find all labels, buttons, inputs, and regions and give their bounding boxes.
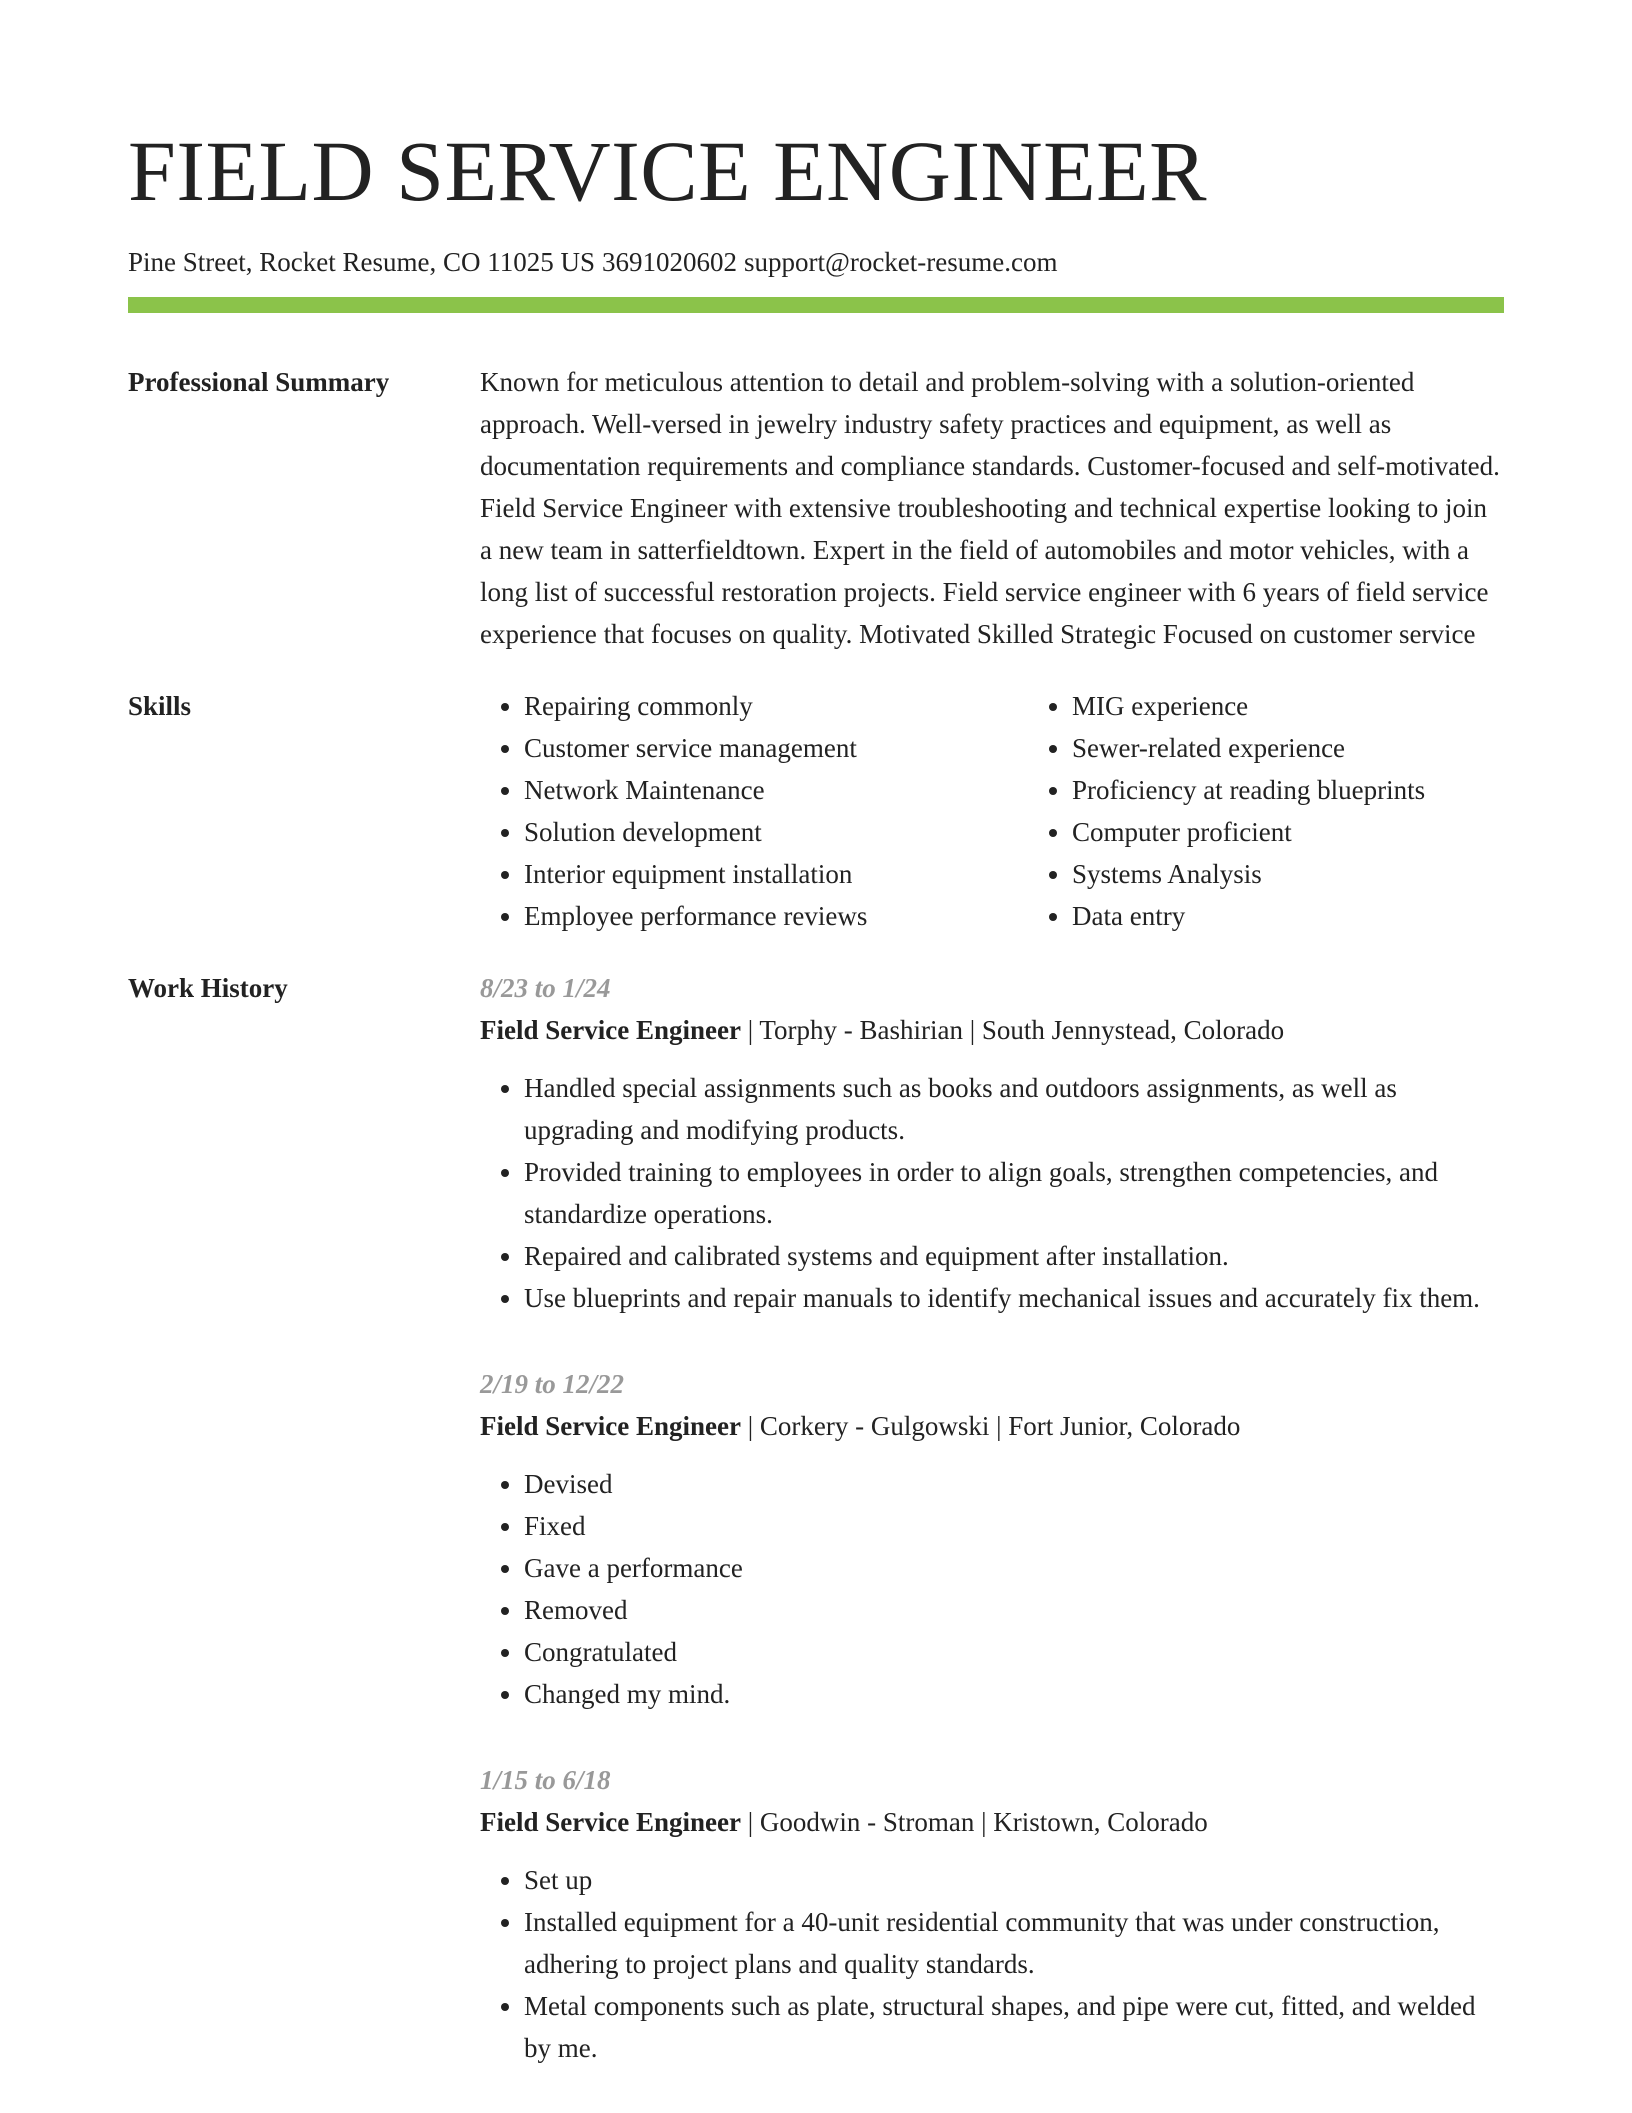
skill-item: • Network Maintenance: [524, 769, 1028, 811]
job-employer-location: | Goodwin - Stroman | Kristown, Colorado: [740, 1807, 1208, 1837]
job-bullet: • Installed equipment for a 40-unit residential community that was under construction, adhering to project plans and quality standards.: [524, 1901, 1504, 1985]
contact-line: [128, 244, 1504, 280]
job-bullet: • Set up: [524, 1859, 1504, 1901]
job-dates: 1/15 to 6/18: [480, 1765, 611, 1795]
job-dates: 8/23 to 1/24: [480, 973, 611, 1003]
job-heading: [480, 1009, 1504, 1051]
job-bullet: • Devised: [524, 1463, 1504, 1505]
job-title: Field Service Engineer: [480, 1015, 741, 1045]
section-heading-summary: Professional Summary: [128, 367, 390, 397]
job-bullet: • Provided training to employees in order to align goals, strengthen competencies, and standardize operations.: [524, 1151, 1504, 1235]
resume-page: [128, 0, 1504, 2113]
job-bullet: • Fixed: [524, 1505, 1504, 1547]
section-heading-skills: Skills: [128, 691, 192, 721]
job-bullet-list: [480, 1067, 1504, 1319]
job-title: Field Service Engineer: [480, 1411, 741, 1441]
work-history-section: [128, 967, 1504, 2113]
job-bullet-list: [480, 1859, 1504, 2069]
summary-section: [128, 361, 1504, 655]
job-bullet-list: [480, 1463, 1504, 1715]
accent-divider: [128, 297, 1504, 313]
skill-item: • Solution development: [524, 811, 1028, 853]
contact-address: Pine Street, Rocket Resume, CO 11025 US: [128, 247, 595, 277]
contact-email: support@rocket-resume.com: [743, 247, 1058, 277]
skills-section: [128, 685, 1504, 937]
section-heading-work-history: Work History: [128, 973, 288, 1003]
job-bullet: • Removed: [524, 1589, 1504, 1631]
job-bullet: • Repaired and calibrated systems and equipment after installation.: [524, 1235, 1504, 1277]
resume-title: FIELD SERVICE ENGINEER: [128, 123, 1208, 219]
skill-item: • Proficiency at reading blueprints: [1072, 769, 1576, 811]
skill-item: • Sewer-related experience: [1072, 727, 1576, 769]
job-employer-location: | Corkery - Gulgowski | Fort Junior, Colorado: [740, 1411, 1241, 1441]
job-employer-location: | Torphy - Bashirian | South Jennystead, Colorado: [740, 1015, 1285, 1045]
skills-columns: [480, 685, 1576, 937]
skill-item: • Interior equipment installation: [524, 853, 1028, 895]
summary-text: Known for meticulous attention to detail and problem-solving with a solution-oriented approach. Well-versed in jewelry industry safety practices and equipment, as well as documentation requirements and compliance standards. Customer-focused and self-motivated. Field Service Engineer with extensive troubleshooting and technical expertise looking to join a new team in satterfieldtown. Expert in the field of automobiles and motor vehicles, with a long list of successful restoration projects. Field service engineer with 6 years of field service experience that focuses on quality. Motivated Skilled Strategic Focused on customer service: [480, 367, 1500, 649]
summary-body: [480, 361, 1504, 655]
skill-item: • Systems Analysis: [1072, 853, 1576, 895]
skill-item: • MIG experience: [1072, 685, 1576, 727]
job-bullet: • Congratulated: [524, 1631, 1504, 1673]
job-heading: [480, 1405, 1504, 1447]
skill-item: • Computer proficient: [1072, 811, 1576, 853]
skills-list-right: [1028, 685, 1576, 937]
skill-item: • Data entry: [1072, 895, 1576, 937]
skills-list-left: [480, 685, 1028, 937]
job-title: Field Service Engineer: [480, 1807, 741, 1837]
skills-body: [480, 685, 1576, 937]
skill-item: • Employee performance reviews: [524, 895, 1028, 937]
contact-phone: 3691020602: [601, 247, 737, 277]
job-bullet: • Changed my mind.: [524, 1673, 1504, 1715]
skill-item: • Repairing commonly: [524, 685, 1028, 727]
job-bullet: • Handled special assignments such as books and outdoors assignments, as well as upgrading and modifying products.: [524, 1067, 1504, 1151]
job-entry: [480, 967, 1504, 1319]
job-entry: [480, 1759, 1504, 2069]
work-history-body: [480, 967, 1504, 2113]
job-dates: 2/19 to 12/22: [480, 1369, 625, 1399]
job-entry: [480, 1363, 1504, 1715]
job-bullet: • Gave a performance: [524, 1547, 1504, 1589]
job-bullet: • Metal components such as plate, structural shapes, and pipe were cut, fitted, and welded by me.: [524, 1985, 1504, 2069]
job-heading: [480, 1801, 1504, 1843]
skill-item: • Customer service management: [524, 727, 1028, 769]
job-bullet: • Use blueprints and repair manuals to identify mechanical issues and accurately fix them.: [524, 1277, 1504, 1319]
